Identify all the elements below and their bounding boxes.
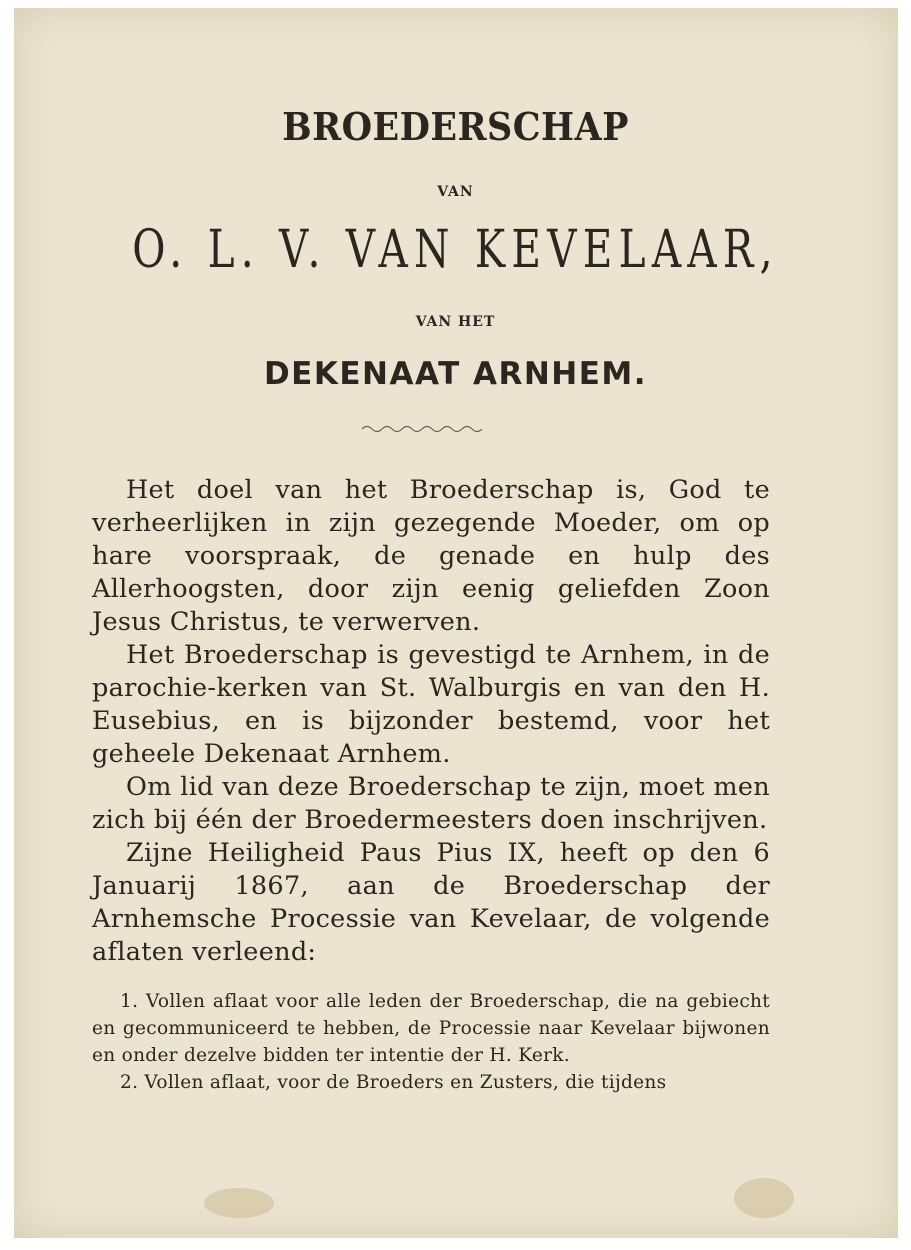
subtitle-van: VAN [437,184,474,200]
divider-ornament [360,422,482,436]
indulgence-item: 1. Vollen aflaat voor alle leden der Broederschap, die na gebiecht en gecommuniceerd te hebben, de Processie naar Kevelaar bijwonen en onder dezelve bidden ter intentie der H. Kerk. [92,991,770,1066]
paragraph: Het doel van het Broederschap is, God te verheerlijken in zijn gezegende Moeder, om op hare voorspraak, de genade en hulp des Allerhoogsten, door zijn eenig geliefden Zoon Jesus Christus, te verwerven. [92,475,770,637]
indulgence-list [92,988,770,1096]
paragraph: Zijne Heiligheid Paus Pius IX, heeft op den 6 Januarij 1867, aan de Broederschap der Arnhemsche Processie van Kevelaar, de volgende aflaten verleend: [92,838,770,967]
paragraph: Het Broederschap is gevestigd te Arnhem, in de parochie-kerken van St. Walburgis en van den H. Eusebius, en is bijzonder bestemd, voor het geheele Dekenaat Arnhem. [92,640,770,769]
stain [734,1178,794,1218]
stain [204,1188,274,1218]
page-title: BROEDERSCHAP [282,104,629,149]
district-heading: DEKENAAT ARNHEM. [263,356,648,392]
confraternity-name: O. L. V. VAN KEVELAAR, [132,220,779,280]
indulgence-item: 2. Vollen aflaat, voor de Broeders en Zusters, die tijdens [120,1072,667,1093]
body-text [92,474,770,969]
paragraph: Om lid van deze Broederschap te zijn, moet men zich bij één der Broedermeesters doen inschrijven. [92,772,770,835]
subtitle-van-het: VAN HET [415,314,496,330]
